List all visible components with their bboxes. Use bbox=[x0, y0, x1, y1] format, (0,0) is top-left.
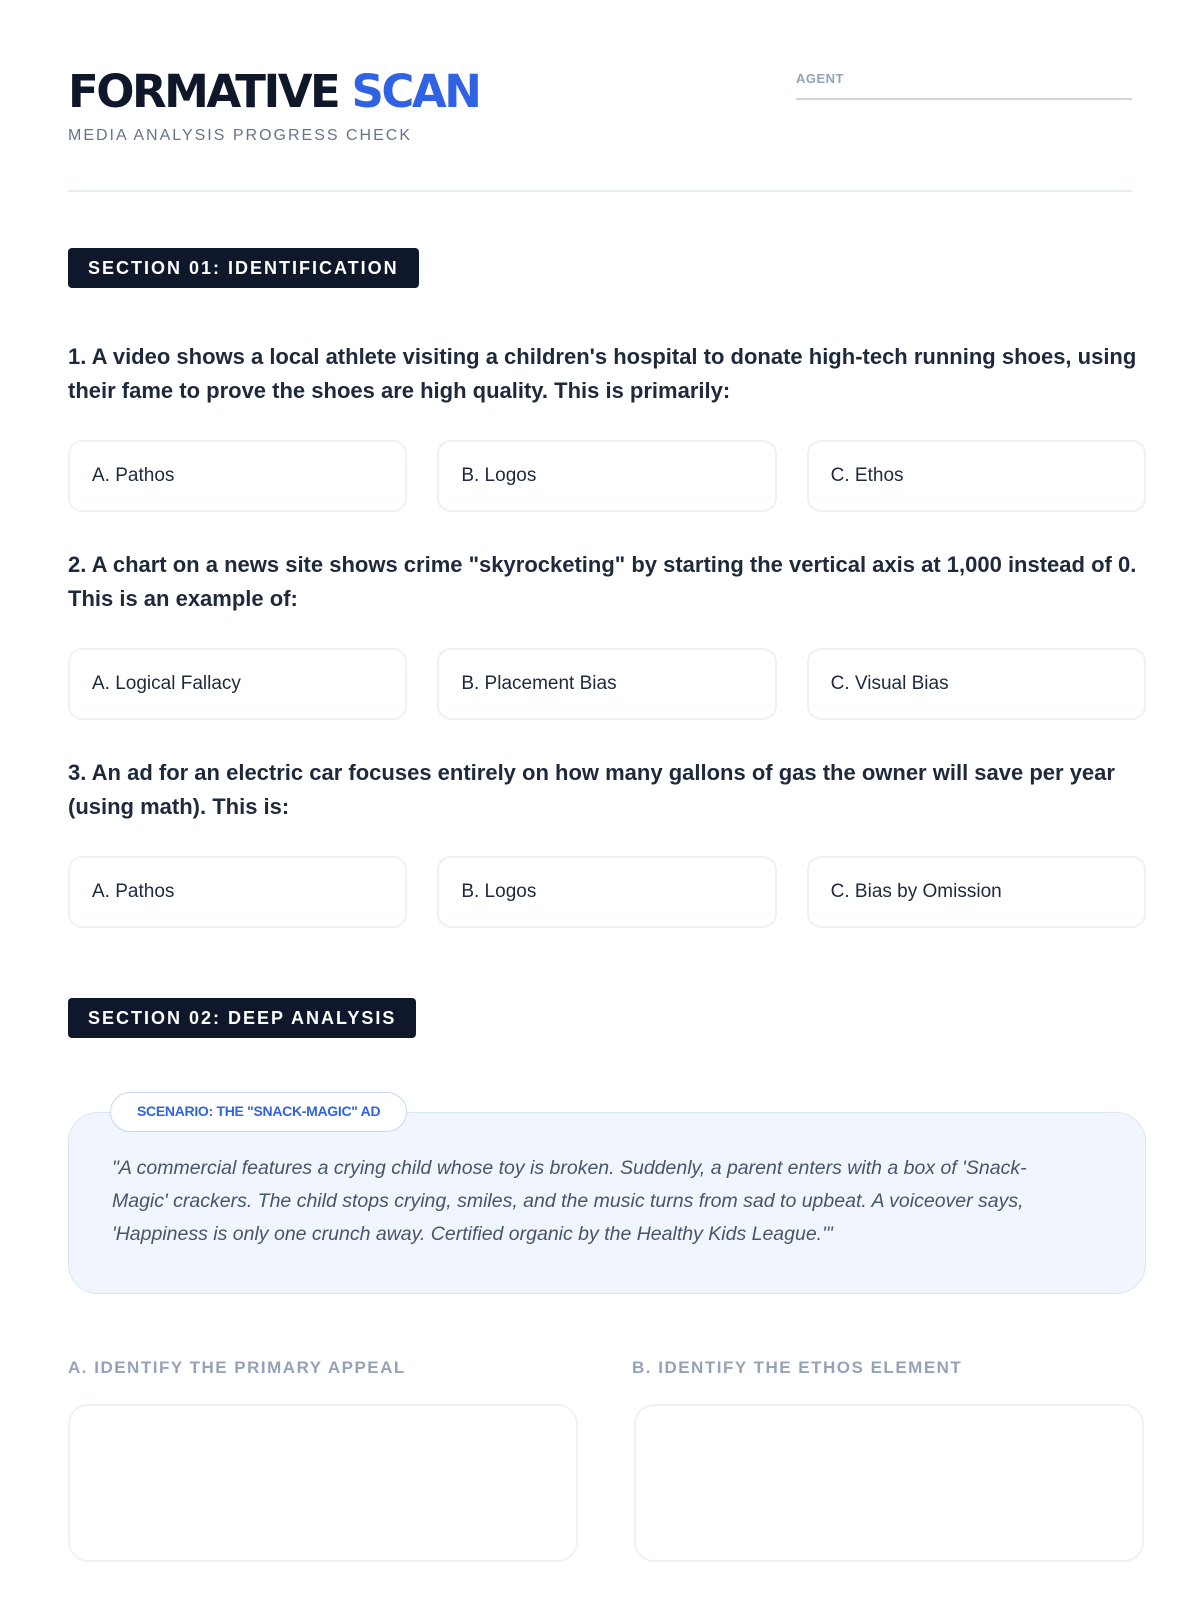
question-1-text: 1. A video shows a local athlete visiting a children's hospital to donate high-tech running shoes, using their fame to prove the shoes are high quality. This is primarily: bbox=[68, 344, 1137, 403]
question-2-text: 2. A chart on a news site shows crime "skyrocketing" by starting the vertical axis at 1,000 instead of 0. This is an example of: bbox=[68, 552, 1137, 611]
question-1-options bbox=[68, 440, 1146, 512]
question-3-option-a[interactable]: A. Pathos bbox=[68, 856, 407, 928]
section-01-banner: SECTION 01: IDENTIFICATION bbox=[68, 248, 419, 288]
question-1-option-c[interactable]: C. Ethos bbox=[807, 440, 1146, 512]
question-1-option-b[interactable]: B. Logos bbox=[437, 440, 776, 512]
prompt-ethos-element-label: B. IDENTIFY THE ETHOS ELEMENT bbox=[632, 1358, 963, 1377]
question-3-options bbox=[68, 856, 1146, 928]
page-title bbox=[68, 66, 479, 118]
scenario-text: "A commercial features a crying child whose toy is broken. Suddenly, a parent enters with a box of 'Snack-Magic' crackers. The child stops crying, smiles, and the music turns from sad to upbeat. A voiceover says, 'Happiness is only one crunch away. Certified organic by the Healthy Kids League.'" bbox=[112, 1157, 1027, 1245]
title-accent: SCAN bbox=[351, 65, 480, 118]
question-1-option-a[interactable]: A. Pathos bbox=[68, 440, 407, 512]
agent-name-field[interactable] bbox=[796, 68, 1132, 100]
ethos-element-answer-box[interactable] bbox=[634, 1404, 1144, 1562]
question-2-options bbox=[68, 648, 1146, 720]
scenario-tag: SCENARIO: THE "SNACK-MAGIC" AD bbox=[110, 1092, 407, 1132]
prompt-primary-appeal-label: A. IDENTIFY THE PRIMARY APPEAL bbox=[68, 1358, 406, 1377]
primary-appeal-answer-box[interactable] bbox=[68, 1404, 578, 1562]
question-3-option-c[interactable]: C. Bias by Omission bbox=[807, 856, 1146, 928]
question-3-text: 3. An ad for an electric car focuses entirely on how many gallons of gas the owner will save per year (using math). This is: bbox=[68, 760, 1115, 819]
title-main: FORMATIVE bbox=[68, 65, 339, 118]
page-subtitle: MEDIA ANALYSIS PROGRESS CHECK bbox=[68, 127, 413, 144]
question-2-option-c[interactable]: C. Visual Bias bbox=[807, 648, 1146, 720]
agent-label: AGENT bbox=[796, 71, 844, 86]
question-2-option-b[interactable]: B. Placement Bias bbox=[437, 648, 776, 720]
question-3-option-b[interactable]: B. Logos bbox=[437, 856, 776, 928]
header bbox=[68, 0, 1132, 192]
section-02-banner: SECTION 02: DEEP ANALYSIS bbox=[68, 998, 416, 1038]
question-2-option-a[interactable]: A. Logical Fallacy bbox=[68, 648, 407, 720]
